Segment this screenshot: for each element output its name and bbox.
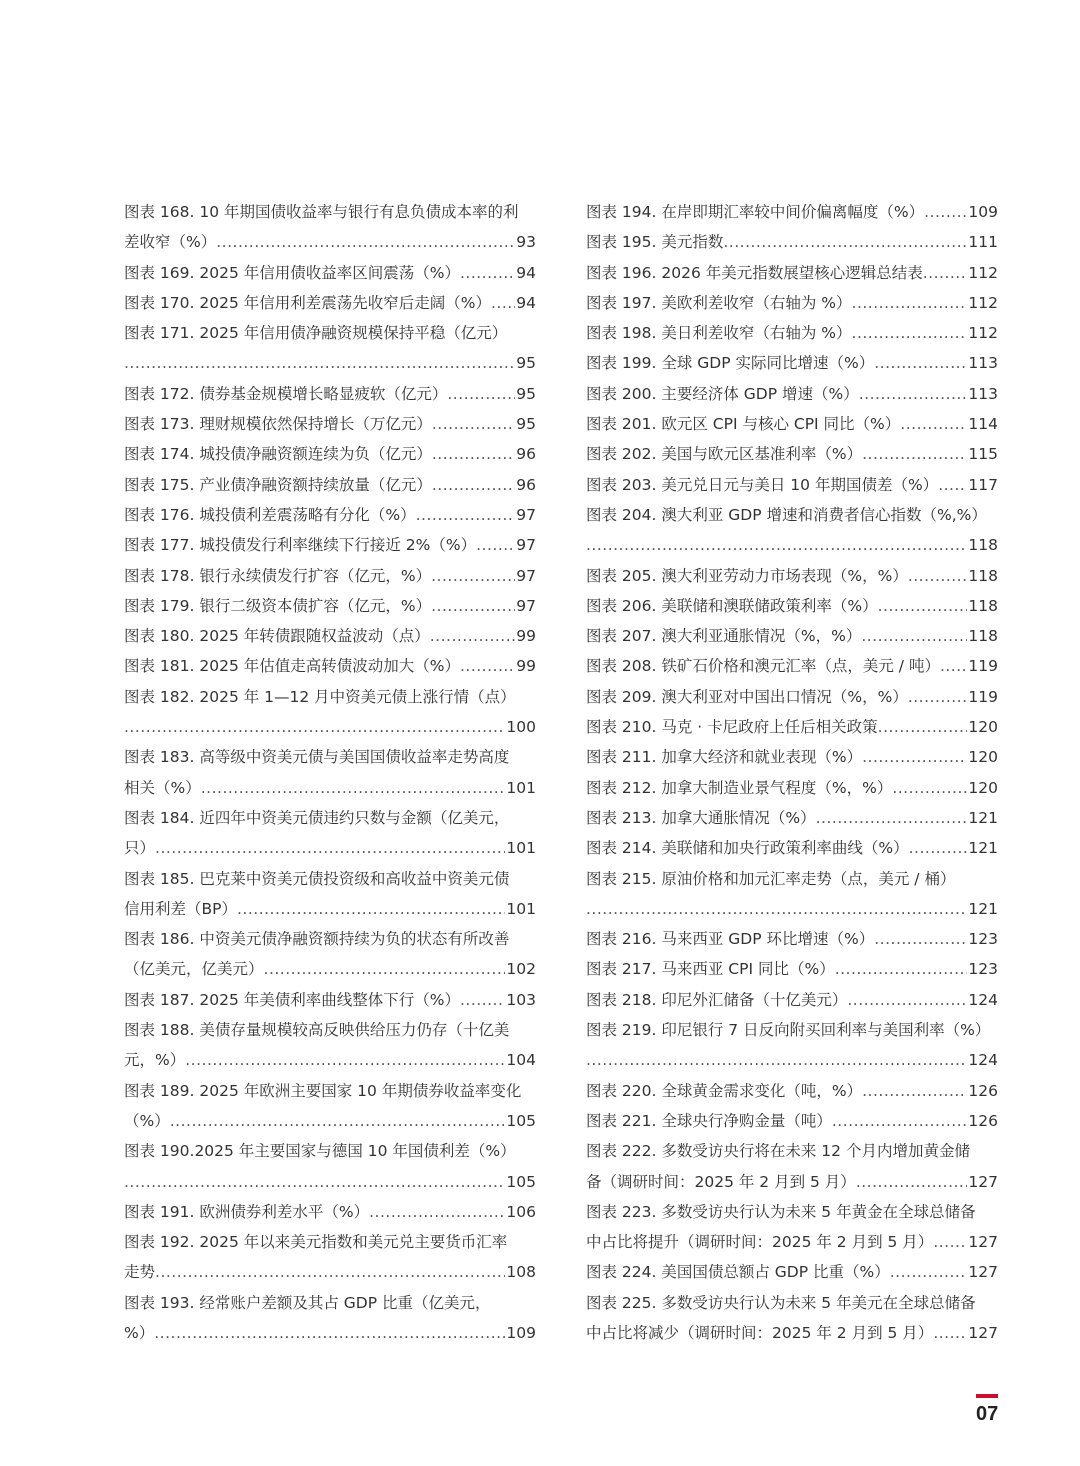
toc-entry-text: 图表 208. 铁矿石价格和澳元汇率（点，美元 / 吨） — [586, 657, 940, 676]
toc-page-number: 113 — [968, 354, 998, 373]
dot-leader — [832, 1106, 968, 1136]
toc-line-with-page — [586, 348, 998, 378]
dot-leader — [124, 348, 515, 378]
toc-page-number: 97 — [516, 505, 536, 524]
dot-leader — [432, 409, 515, 439]
toc-line-with-page — [124, 1257, 536, 1287]
toc-page-number: 115 — [968, 445, 998, 464]
toc-line-with-page — [586, 288, 998, 318]
toc-line-with-page — [586, 530, 998, 560]
dot-leader — [924, 197, 967, 227]
toc-line-with-page — [586, 621, 998, 651]
toc-line-with-page — [586, 1257, 998, 1287]
toc-line: 图表 193. 经常账户差额及其占 GDP 比重（亿美元， — [124, 1293, 491, 1312]
toc-line: 图表 225. 多数受访央行认为未来 5 年美元在全球总储备 — [586, 1293, 976, 1312]
toc-line-with-page — [124, 1197, 536, 1227]
dot-leader — [900, 409, 967, 439]
dot-leader — [933, 1318, 967, 1348]
dot-leader — [431, 591, 515, 621]
toc-line-with-page — [586, 470, 998, 500]
toc-line-with-page — [124, 985, 536, 1015]
toc-entry-text: 图表 187. 2025 年美债利率曲线整体下行（%） — [124, 990, 460, 1009]
toc-line-with-page — [124, 288, 536, 318]
toc-page-number: 105 — [506, 1172, 536, 1191]
toc-entry-text: 信用利差（BP） — [124, 899, 237, 918]
toc-page-number: 119 — [968, 657, 998, 676]
toc-line-with-page — [124, 773, 536, 803]
toc-page-number: 96 — [516, 445, 536, 464]
toc-entry-text: 图表 194. 在岸即期汇率较中间价偏离幅度（%） — [586, 203, 925, 221]
toc-line-with-page — [124, 954, 536, 984]
toc-line-with-page — [124, 348, 536, 378]
toc-entry-text: 元，%） — [124, 1051, 186, 1070]
toc-page-number: 121 — [968, 839, 998, 858]
dot-leader — [908, 682, 968, 712]
toc-page-number: 121 — [968, 899, 998, 918]
toc-entry-text: 图表 205. 澳大利亚劳动力市场表现（%，%） — [586, 566, 908, 585]
toc-page-number: 103 — [506, 990, 536, 1009]
toc-page-number: 96 — [516, 475, 536, 494]
toc-line-with-page — [586, 591, 998, 621]
dot-leader — [862, 742, 967, 772]
dot-leader — [586, 1045, 967, 1075]
toc-page-number: 118 — [968, 596, 998, 615]
dot-leader — [878, 591, 968, 621]
toc-page-number: 94 — [516, 263, 536, 282]
dot-leader — [154, 1318, 505, 1348]
dot-leader — [723, 227, 967, 257]
toc-line-with-page — [586, 197, 998, 227]
toc-line: 图表 222. 多数受访央行将在未来 12 个月内增加黄金储 — [586, 1142, 970, 1161]
toc-entry-text: 中占比将减少（调研时间：2025 年 2 月到 5 月） — [586, 1323, 934, 1342]
toc-line-with-page — [586, 1106, 998, 1136]
toc-entry-text: 只） — [124, 839, 156, 858]
toc-line-with-page — [586, 1227, 998, 1257]
toc-page-number: 114 — [968, 415, 998, 434]
dot-leader — [816, 803, 968, 833]
toc-entry-text: 图表 170. 2025 年信用利差震荡先收窄后走阔（%） — [124, 293, 491, 312]
toc-page-number: 101 — [506, 839, 536, 858]
toc-line-with-page — [586, 803, 998, 833]
dot-leader — [460, 651, 515, 681]
toc-entry-text: 图表 210. 马克 · 卡尼政府上任后相关政策 — [586, 718, 878, 737]
dot-leader — [908, 561, 968, 591]
toc-line-with-page — [124, 470, 536, 500]
toc-entry-text: 图表 224. 美国国债总额占 GDP 比重（%） — [586, 1263, 890, 1282]
toc-page-number: 117 — [968, 475, 998, 494]
toc-line-with-page — [124, 712, 536, 742]
toc-page-number: 109 — [506, 1323, 536, 1342]
dot-leader — [431, 561, 515, 591]
toc-page-number: 104 — [506, 1051, 536, 1070]
toc-line: 图表 186. 中资美元债净融资额持续为负的状态有所改善 — [124, 930, 510, 949]
toc-line-with-page — [124, 1106, 536, 1136]
toc-line-with-page — [586, 985, 998, 1015]
toc-entry-text: 走势 — [124, 1263, 156, 1282]
toc-line-with-page — [586, 561, 998, 591]
dot-leader — [874, 348, 967, 378]
toc-line-with-page — [124, 1045, 536, 1075]
dot-leader — [416, 500, 516, 530]
toc-line: 图表 185. 巴克莱中资美元债投资级和高收益中资美元债 — [124, 869, 510, 888]
toc-column-right — [586, 197, 998, 1348]
toc-entry-text: 备（调研时间：2025 年 2 月到 5 月） — [586, 1172, 856, 1191]
dot-leader — [862, 439, 967, 469]
dot-leader — [491, 288, 515, 318]
dot-leader — [892, 773, 967, 803]
dot-leader — [890, 1257, 968, 1287]
toc-page-number: 99 — [516, 627, 536, 646]
toc-entry-text: 图表 216. 马来西亚 GDP 环比增速（%） — [586, 930, 875, 949]
dot-leader — [155, 1257, 505, 1287]
toc-page-number: 127 — [968, 1263, 998, 1282]
dot-leader — [938, 470, 967, 500]
toc-line: 图表 219. 印尼银行 7 日反向附买回利率与美国利率（%） — [586, 1021, 991, 1040]
toc-line-with-page — [586, 258, 998, 288]
toc-line-with-page — [124, 258, 536, 288]
toc-entry-text: 图表 200. 主要经济体 GDP 增速（%） — [586, 384, 859, 403]
toc-page-number: 126 — [968, 1081, 998, 1100]
toc-entry-text: 图表 201. 欧元区 CPI 与核心 CPI 同比（%） — [586, 415, 901, 434]
toc-line: 图表 168. 10 年期国债收益率与银行有息负债成本率的利 — [124, 203, 519, 221]
dot-leader — [847, 985, 967, 1015]
dot-leader — [861, 621, 967, 651]
toc-line-with-page — [586, 227, 998, 257]
toc-entry-text: （亿美元，亿美元） — [124, 960, 264, 979]
dot-leader — [862, 1076, 967, 1106]
toc-page-number: 111 — [968, 233, 998, 252]
toc-entry-text: 图表 206. 美联储和澳联储政策利率（%） — [586, 596, 878, 615]
toc-line-with-page — [586, 954, 998, 984]
toc-entry-text: 图表 197. 美欧利差收窄（右轴为 %） — [586, 293, 852, 312]
toc-page-number: 118 — [968, 566, 998, 585]
toc-entry-text: 图表 191. 欧洲债券利差水平（%） — [124, 1202, 370, 1221]
dot-leader — [264, 954, 506, 984]
toc-page-number: 109 — [968, 203, 998, 221]
toc-line-with-page — [586, 1076, 998, 1106]
toc-entry-text: 图表 174. 城投债净融资额连续为负（亿元） — [124, 445, 432, 464]
toc-line-with-page — [124, 833, 536, 863]
toc-line-with-page — [124, 561, 536, 591]
dot-leader — [460, 258, 515, 288]
toc-page-number: 95 — [516, 415, 536, 434]
toc-line-with-page — [586, 409, 998, 439]
dot-leader — [859, 379, 968, 409]
toc-line-with-page — [586, 651, 998, 681]
toc-page-number: 118 — [968, 536, 998, 555]
dot-leader — [909, 833, 968, 863]
dot-leader — [586, 530, 967, 560]
toc-page-number: 127 — [968, 1233, 998, 1252]
toc-page-number: 101 — [506, 899, 536, 918]
dot-leader — [432, 470, 515, 500]
toc-page-number: 95 — [516, 384, 536, 403]
toc-line: 图表 182. 2025 年 1—12 月中资美元债上涨行情（点） — [124, 687, 516, 706]
dot-leader — [835, 954, 968, 984]
toc-entry-text: 图表 195. 美元指数 — [586, 233, 724, 252]
toc-page-number: 127 — [968, 1323, 998, 1342]
toc-line-with-page — [586, 318, 998, 348]
toc-entry-text: %） — [124, 1323, 155, 1342]
toc-entry-text: 图表 221. 全球央行净购金量（吨） — [586, 1111, 832, 1130]
toc-line-with-page — [124, 1167, 536, 1197]
toc-page-number: 112 — [968, 324, 998, 343]
toc-entry-text: 中占比将提升（调研时间：2025 年 2 月到 5 月） — [586, 1233, 934, 1252]
toc-entry-text: （%） — [124, 1111, 170, 1130]
toc-line-with-page — [586, 1318, 998, 1348]
toc-line-with-page — [124, 439, 536, 469]
toc-page-number: 124 — [968, 1051, 998, 1070]
toc-line-with-page — [124, 621, 536, 651]
toc-line: 图表 189. 2025 年欧洲主要国家 10 年期债券收益率变化 — [124, 1081, 522, 1100]
toc-page-number: 94 — [516, 293, 536, 312]
toc-page-number: 105 — [506, 1111, 536, 1130]
toc-entry-text: 图表 207. 澳大利亚通胀情况（%，%） — [586, 627, 862, 646]
toc-entry-text: 图表 212. 加拿大制造业景气程度（%，%） — [586, 778, 893, 797]
dot-leader — [852, 318, 968, 348]
toc-page-number: 123 — [968, 930, 998, 949]
toc-entry-text: 图表 180. 2025 年转债跟随权益波动（点） — [124, 627, 430, 646]
toc-entry-text: 图表 202. 美国与欧元区基准利率（%） — [586, 445, 863, 464]
toc-entry-text: 图表 217. 马来西亚 CPI 同比（%） — [586, 960, 835, 979]
toc-page-number: 127 — [968, 1172, 998, 1191]
dot-leader — [185, 1045, 505, 1075]
dot-leader — [856, 1167, 968, 1197]
toc-line: 图表 192. 2025 年以来美元指数和美元兑主要货币汇率 — [124, 1233, 508, 1252]
dot-leader — [430, 621, 516, 651]
toc-line-with-page — [124, 379, 536, 409]
toc-page-number: 112 — [968, 293, 998, 312]
toc-entry-text: 图表 218. 印尼外汇储备（十亿美元） — [586, 990, 848, 1009]
toc-page-number: 97 — [516, 596, 536, 615]
toc-entry-text: 图表 211. 加拿大经济和就业表现（%） — [586, 748, 863, 767]
toc-page-number: 99 — [516, 657, 536, 676]
toc-page-number: 120 — [968, 718, 998, 737]
toc-line-with-page — [586, 712, 998, 742]
toc-line-with-page — [586, 833, 998, 863]
toc-entry-text: 相关（%） — [124, 778, 201, 797]
toc-entry-text: 图表 203. 美元兑日元与美日 10 年期国债差（%） — [586, 475, 939, 494]
toc-line-with-page — [586, 1167, 998, 1197]
toc-column-left — [124, 197, 536, 1348]
toc-line-with-page — [586, 379, 998, 409]
toc-line-with-page — [124, 1318, 536, 1348]
toc-entry-text: 差收窄（%） — [124, 233, 217, 252]
toc-line-with-page — [124, 500, 536, 530]
toc-entry-text: 图表 196. 2026 年美元指数展望核心逻辑总结表 — [586, 263, 923, 282]
toc-page-number: 97 — [516, 566, 536, 585]
toc-entry-text: 图表 177. 城投债发行利率继续下行接近 2%（%） — [124, 536, 477, 555]
toc-page-number: 120 — [968, 778, 998, 797]
toc-page-number: 123 — [968, 960, 998, 979]
toc-line-with-page — [586, 894, 998, 924]
toc-line-with-page — [124, 894, 536, 924]
toc-line-with-page — [586, 439, 998, 469]
toc-line: 图表 190.2025 年主要国家与德国 10 年国债利差（%） — [124, 1142, 516, 1161]
toc-page-number: 120 — [968, 748, 998, 767]
toc-entry-text: 图表 209. 澳大利亚对中国出口情况（%，%） — [586, 687, 908, 706]
page-number-block — [976, 1394, 998, 1424]
page-number: 07 — [976, 1403, 999, 1425]
toc-line: 图表 183. 高等级中资美元债与美国国债收益率走势高度 — [124, 748, 510, 767]
dot-leader — [124, 1167, 505, 1197]
dot-leader — [170, 1106, 506, 1136]
toc-entry-text: 图表 173. 理财规模依然保持增长（万亿元） — [124, 415, 432, 434]
toc-page-number: 108 — [506, 1263, 536, 1282]
dot-leader — [155, 833, 505, 863]
dot-leader — [369, 1197, 505, 1227]
toc-line: 图表 171. 2025 年信用债净融资规模保持平稳（亿元） — [124, 324, 508, 343]
toc-line: 图表 204. 澳大利亚 GDP 增速和消费者信心指数（%,%） — [586, 505, 987, 524]
dot-leader — [852, 288, 968, 318]
toc-entry-text: 图表 199. 全球 GDP 实际同比增速（%） — [586, 354, 875, 373]
toc-line-with-page — [586, 682, 998, 712]
toc-page-number: 100 — [506, 718, 536, 737]
dot-leader — [447, 379, 515, 409]
toc-page-number: 93 — [516, 233, 536, 252]
toc-line-with-page — [586, 773, 998, 803]
toc-line-with-page — [124, 409, 536, 439]
toc-page-number: 112 — [968, 263, 998, 282]
toc-page-number: 124 — [968, 990, 998, 1009]
toc-line-with-page — [124, 651, 536, 681]
dot-leader — [216, 227, 515, 257]
dot-leader — [432, 439, 515, 469]
dot-leader — [923, 258, 968, 288]
toc-page-number: 118 — [968, 627, 998, 646]
toc-entry-text: 图表 198. 美日利差收窄（右轴为 %） — [586, 324, 852, 343]
toc-line: 图表 188. 美债存量规模较高反映供给压力仍存（十亿美 — [124, 1021, 510, 1040]
dot-leader — [460, 985, 505, 1015]
dot-leader — [878, 712, 968, 742]
toc-page-number: 97 — [516, 536, 536, 555]
toc-entry-text: 图表 169. 2025 年信用债收益率区间震荡（%） — [124, 263, 460, 282]
dot-leader — [124, 712, 505, 742]
toc-line-with-page — [586, 742, 998, 772]
page-number-accent-bar — [976, 1394, 998, 1398]
dot-leader — [874, 924, 967, 954]
toc-entry-text: 图表 179. 银行二级资本债扩容（亿元，%） — [124, 596, 432, 615]
dot-leader — [476, 530, 515, 560]
dot-leader — [940, 651, 967, 681]
toc-page-number: 102 — [506, 960, 536, 979]
toc-entry-text: 图表 178. 银行永续债发行扩容（亿元，%） — [124, 566, 432, 585]
toc-line: 图表 184. 近四年中资美元债违约只数与金额（亿美元， — [124, 808, 510, 827]
dot-leader — [201, 773, 506, 803]
toc-line: 图表 215. 原油价格和加元汇率走势（点，美元 / 桶） — [586, 869, 956, 888]
toc-entry-text: 图表 175. 产业债净融资额持续放量（亿元） — [124, 475, 432, 494]
toc-page-number: 126 — [968, 1111, 998, 1130]
toc-entry-text: 图表 213. 加拿大通胀情况（%） — [586, 808, 816, 827]
toc-entry-text: 图表 176. 城投债利差震荡略有分化（%） — [124, 505, 416, 524]
toc-entry-text: 图表 220. 全球黄金需求变化（吨，%） — [586, 1081, 863, 1100]
toc-line-with-page — [124, 591, 536, 621]
toc-page-number: 113 — [968, 384, 998, 403]
toc-line-with-page — [586, 1045, 998, 1075]
toc-line: 图表 223. 多数受访央行认为未来 5 年黄金在全球总储备 — [586, 1202, 976, 1221]
dot-leader — [237, 894, 505, 924]
toc-entry-text: 图表 181. 2025 年估值走高转债波动加大（%） — [124, 657, 460, 676]
toc-page-number: 106 — [506, 1202, 536, 1221]
dot-leader — [586, 894, 967, 924]
toc-line-with-page — [124, 227, 536, 257]
toc-page-number: 101 — [506, 778, 536, 797]
toc-line-with-page — [586, 924, 998, 954]
toc-page-number: 95 — [516, 354, 536, 373]
toc-page-number: 121 — [968, 808, 998, 827]
toc-page-number: 119 — [968, 687, 998, 706]
toc-line-with-page — [124, 530, 536, 560]
toc-entry-text: 图表 214. 美联储和加央行政策利率曲线（%） — [586, 839, 909, 858]
toc-entry-text: 图表 172. 债券基金规模增长略显疲软（亿元） — [124, 384, 448, 403]
dot-leader — [933, 1227, 967, 1257]
